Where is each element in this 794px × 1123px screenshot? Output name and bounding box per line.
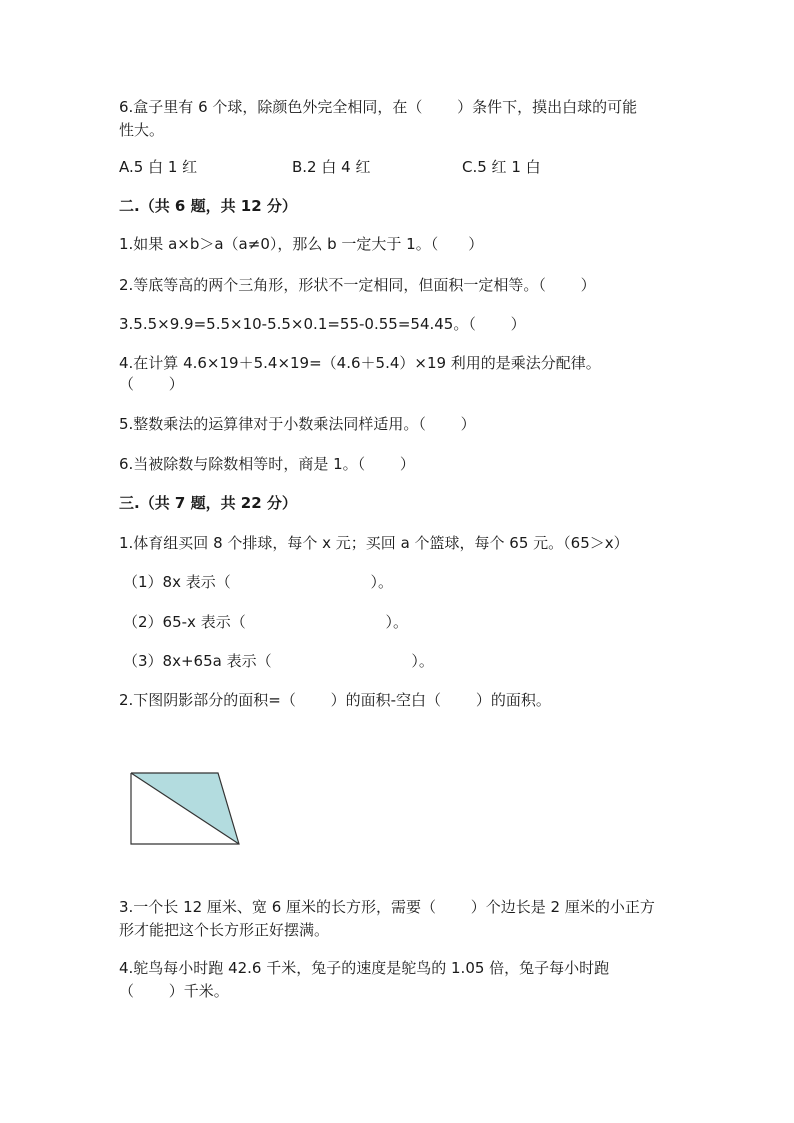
q6-option-a: A.5 白 1 红 (119, 158, 198, 176)
s2-item-1: 1.如果 a×b＞a（a≠0），那么 b 一定大于 1。（ ） (119, 235, 484, 253)
s3-q4-line2: （ ）千米。 (119, 982, 229, 1000)
shaded-figure (128, 770, 244, 848)
s3-q1-sub-1: （1）8x 表示（ ）。 (123, 573, 394, 591)
s3-q4-line1: 4.鸵鸟每小时跑 42.6 千米，兔子的速度是鸵鸟的 1.05 倍，兔子每小时跑 (119, 959, 610, 977)
s2-item-6: 6.当被除数与除数相等时，商是 1。（ ） (119, 455, 415, 473)
s2-item-3: 3.5.5×9.9=5.5×10-5.5×0.1=55-0.55=54.45。（ ） (119, 315, 526, 333)
s2-item-4-blank: （ ） (119, 375, 184, 393)
q6-option-b: B.2 白 4 红 (292, 158, 371, 176)
s3-q3-line1: 3.一个长 12 厘米、宽 6 厘米的长方形，需要（ ）个边长是 2 厘米的小正方 (119, 898, 655, 916)
s3-q1-sub-3: （3）8x+65a 表示（ ）。 (123, 652, 434, 670)
section3-header: 三.（共 7 题，共 22 分） (119, 494, 297, 512)
s2-item-4: 4.在计算 4.6×19＋5.4×19=（4.6＋5.4）×19 利用的是乘法分配律。 (119, 354, 601, 372)
s3-q3-line2: 形才能把这个长方形正好摆满。 (119, 921, 330, 939)
q6-line1: 6.盒子里有 6 个球，除颜色外完全相同，在（ ）条件下，摸出白球的可能 (119, 98, 638, 116)
s2-item-2: 2.等底等高的两个三角形，形状不一定相同，但面积一定相等。（ ） (119, 276, 596, 294)
q6-line2: 性大。 (119, 121, 165, 139)
section2-header: 二.（共 6 题，共 12 分） (119, 197, 297, 215)
s3-q2: 2.下图阴影部分的面积=（ ）的面积-空白（ ）的面积。 (119, 691, 551, 709)
q6-option-c: C.5 红 1 白 (462, 158, 541, 176)
s3-q1: 1.体育组买回 8 个排球，每个 x 元；买回 a 个篮球，每个 65 元。（65＞x） (119, 534, 629, 552)
s2-item-5: 5.整数乘法的运算律对于小数乘法同样适用。（ ） (119, 415, 476, 433)
s3-q1-sub-2: （2）65-x 表示（ ）。 (123, 613, 408, 631)
